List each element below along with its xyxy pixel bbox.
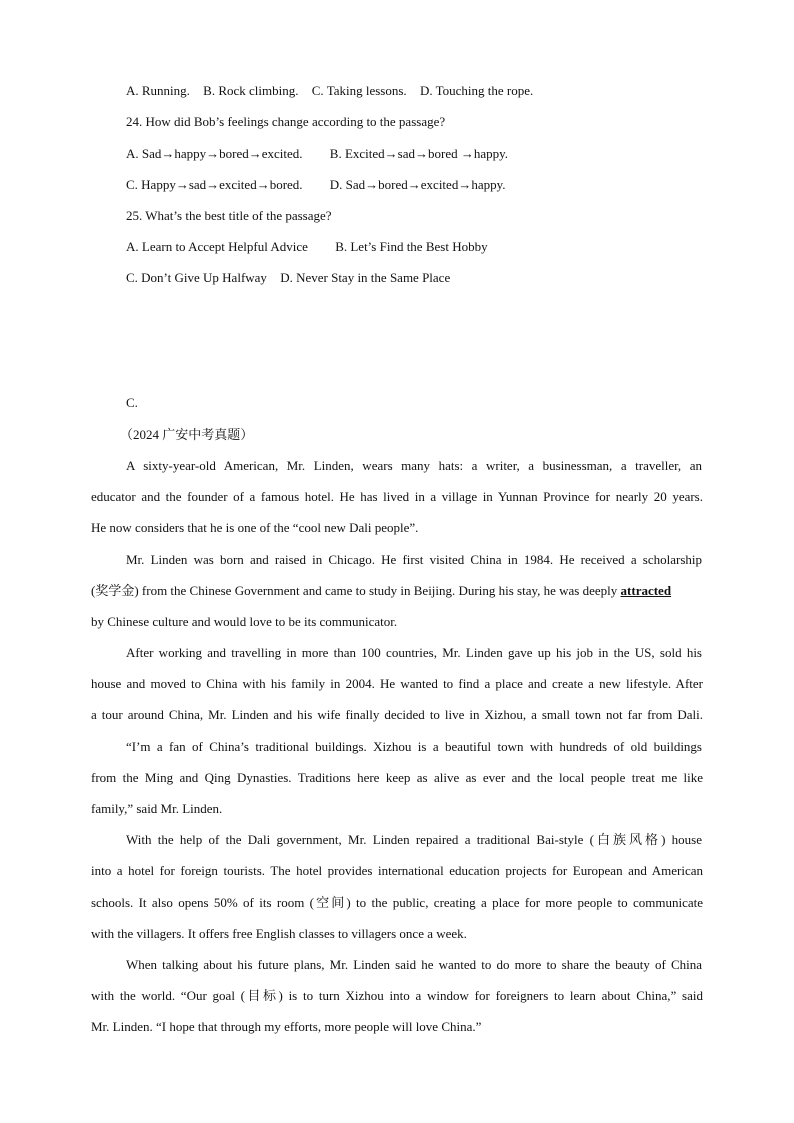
passage-line: from the Ming and Qing Dynasties. Traditions here keep as alive as ever and the local people treat me like (91, 770, 703, 785)
passage-line: into a hotel for foreign tourists. The hotel provides international education projects for European and American (91, 863, 703, 878)
underlined-keyword: attracted (620, 583, 672, 598)
q25-option-a: A. Learn to Accept Helpful Advice (126, 239, 308, 254)
section-label: C. (126, 395, 138, 410)
passage-line-with-keyword (91, 583, 703, 599)
passage-line: by Chinese culture and would love to be its communicator. (91, 614, 398, 629)
passage-line: Mr. Linden. “I hope that through my efforts, more people will love China.” (91, 1019, 482, 1034)
q25-option-d: D. Never Stay in the Same Place (280, 270, 451, 285)
q23-option-b: B. Rock climbing. (203, 83, 299, 98)
q25-stem: 25. What’s the best title of the passage? (126, 208, 332, 223)
source-note: （2024 广安中考真题） (120, 427, 254, 442)
passage-line: house and moved to China with his family in 2004. He wanted to find a place and create a new lifestyle. After (91, 676, 703, 691)
passage-line: With the help of the Dali government, Mr. Linden repaired a traditional Bai-style (白族风格) house (126, 832, 702, 847)
q23-options (126, 83, 533, 99)
q25-options-row1 (126, 239, 488, 255)
passage-line: A sixty-year-old American, Mr. Linden, wears many hats: a writer, a businessman, a traveller, an (126, 458, 702, 473)
q24-options-row1 (126, 146, 508, 162)
passage-line: Mr. Linden was born and raised in Chicago. He first visited China in 1984. He received a scholarship (126, 552, 702, 567)
passage-line: a tour around China, Mr. Linden and his wife finally decided to live in Xizhou, a small town not far from Dali. (91, 707, 703, 722)
passage-line: educator and the founder of a famous hotel. He has lived in a village in Yunnan Province for nearly 20 years. (91, 489, 703, 504)
q23-option-a: A. Running. (126, 83, 190, 98)
q25-option-c: C. Don’t Give Up Halfway (126, 270, 267, 285)
passage-line: He now considers that he is one of the “cool new Dali people”. (91, 520, 419, 535)
passage-line: “I’m a fan of China’s traditional buildings. Xizhou is a beautiful town with hundreds of old buildings (126, 739, 702, 754)
passage-line: with the world. “Our goal (目标) is to turn Xizhou into a window for foreigners to learn about China,” said (91, 988, 703, 1003)
q25-options-row2 (126, 270, 450, 286)
passage-line: When talking about his future plans, Mr. Linden said he wanted to do more to share the beauty of China (126, 957, 702, 972)
q23-option-c: C. Taking lessons. (311, 83, 407, 98)
q24-option-d: D. Sad→bored→excited→happy. (329, 177, 506, 192)
passage-line: with the villagers. It offers free English classes to villagers once a week. (91, 926, 467, 941)
q23-option-d: D. Touching the rope. (419, 83, 534, 98)
q24-option-b: B. Excited→sad→bored →happy. (329, 146, 509, 161)
q24-stem: 24. How did Bob’s feelings change according to the passage? (126, 114, 446, 129)
passage-text: (奖学金) from the Chinese Government and came to study in Beijing. During his stay, he was deeply (91, 583, 621, 598)
q24-options-row2 (126, 177, 506, 193)
passage-line: After working and travelling in more than 100 countries, Mr. Linden gave up his job in the US, sold his (126, 645, 702, 660)
q24-option-a: A. Sad→happy→bored→excited. (126, 146, 303, 161)
passage-line: family,” said Mr. Linden. (91, 801, 223, 816)
passage-line: schools. It also opens 50% of its room (空间) to the public, creating a place for more people to communicate (91, 895, 703, 910)
q25-option-b: B. Let’s Find the Best Hobby (335, 239, 488, 254)
q24-option-c: C. Happy→sad→excited→bored. (126, 177, 303, 192)
